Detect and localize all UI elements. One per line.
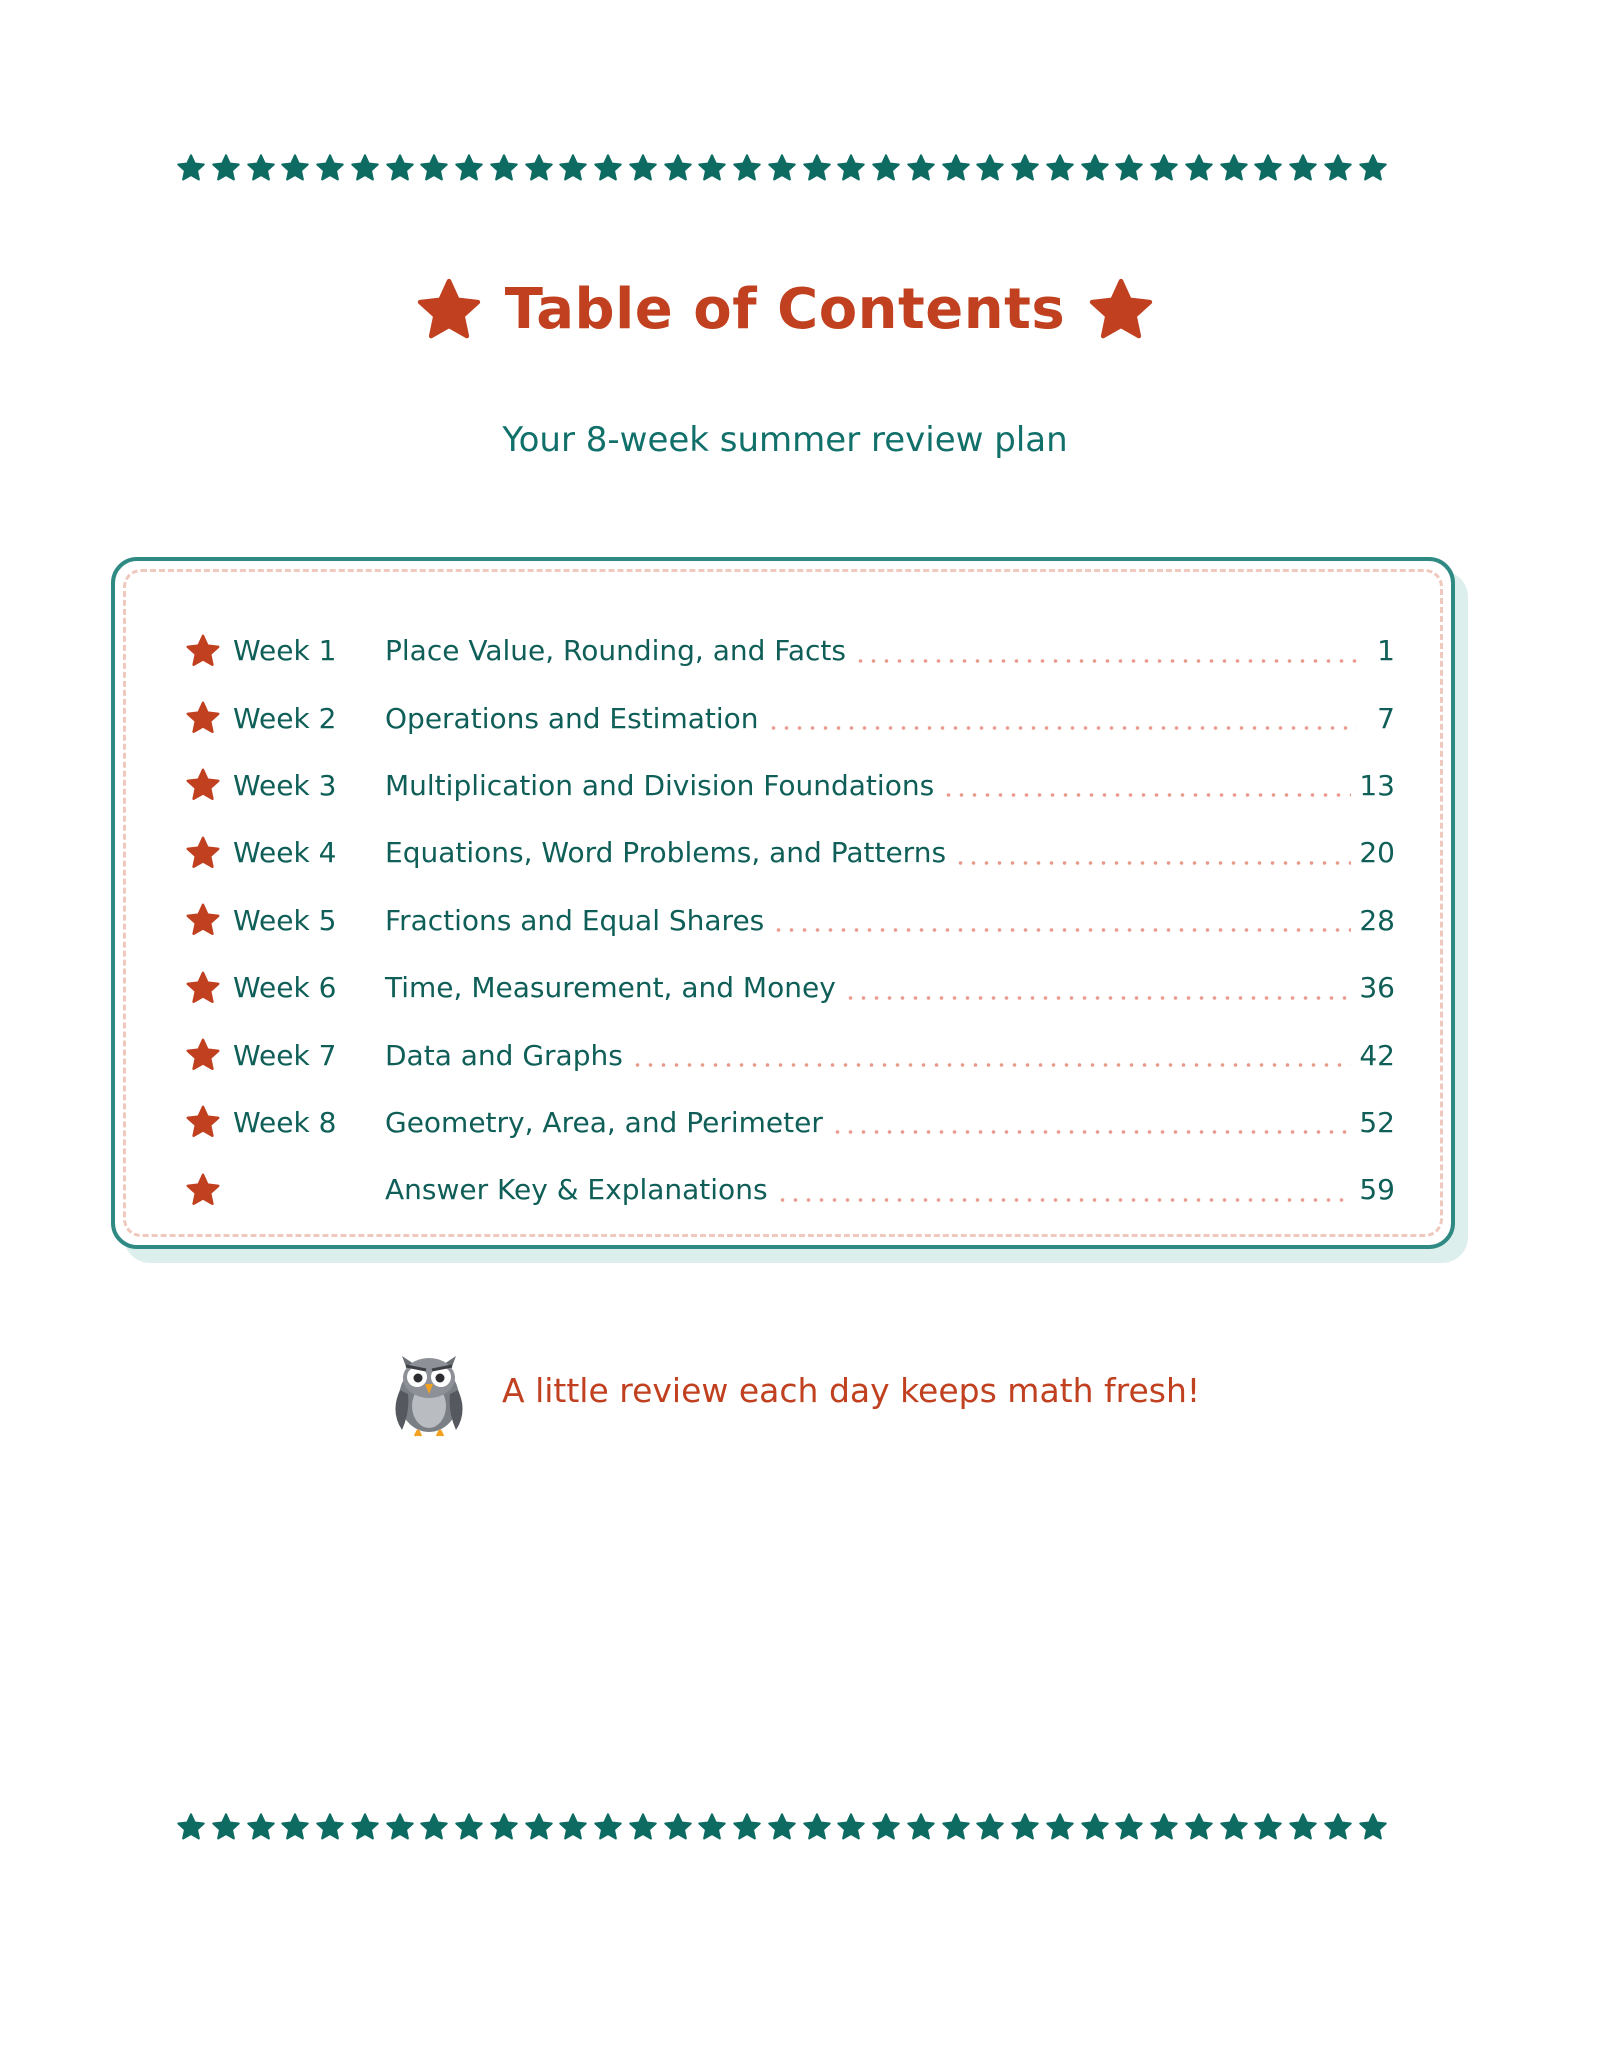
border-star-icon <box>941 153 971 183</box>
toc-entry[interactable] <box>185 954 1395 1021</box>
border-star-icon <box>1114 1812 1144 1842</box>
border-star-icon <box>454 153 484 183</box>
toc-entry[interactable] <box>185 1156 1395 1223</box>
border-star-icon <box>1288 1812 1318 1842</box>
border-star-icon <box>871 153 901 183</box>
star-icon <box>1087 276 1155 344</box>
owl-icon <box>388 1342 470 1438</box>
toc-entry-title: Answer Key & Explanations <box>385 1173 768 1207</box>
toc-week-label: Week 2 <box>233 701 337 735</box>
border-star-icon <box>906 1812 936 1842</box>
border-star-icon <box>385 1812 415 1842</box>
border-star-icon <box>697 1812 727 1842</box>
border-star-icon <box>628 1812 658 1842</box>
toc-entry-title: Geometry, Area, and Perimeter <box>385 1105 823 1139</box>
border-star-icon <box>1045 153 1075 183</box>
border-star-icon <box>315 1812 345 1842</box>
toc-box <box>111 557 1455 1249</box>
bottom-star-border <box>176 1809 1388 1845</box>
toc-entry[interactable] <box>185 1089 1395 1156</box>
border-star-icon <box>1219 153 1249 183</box>
border-star-icon <box>767 153 797 183</box>
toc-week-label: Week 5 <box>233 903 337 937</box>
border-star-icon <box>593 1812 623 1842</box>
toc-week-label: Week 7 <box>233 1038 337 1072</box>
border-star-icon <box>524 153 554 183</box>
toc-page-number: 28 <box>1359 903 1395 937</box>
border-star-icon <box>524 1812 554 1842</box>
toc-entry-title: Multiplication and Division Foundations <box>385 768 935 802</box>
border-star-icon <box>1045 1812 1075 1842</box>
toc-entry[interactable] <box>185 819 1395 886</box>
star-icon <box>185 700 221 736</box>
border-star-icon <box>732 153 762 183</box>
border-star-icon <box>489 1812 519 1842</box>
border-star-icon <box>697 153 727 183</box>
border-star-icon <box>1010 1812 1040 1842</box>
border-star-icon <box>1323 1812 1353 1842</box>
border-star-icon <box>663 153 693 183</box>
toc-week-label: Week 6 <box>233 971 337 1005</box>
toc-entry[interactable] <box>185 684 1395 751</box>
border-star-icon <box>1114 153 1144 183</box>
border-star-icon <box>176 1812 206 1842</box>
border-star-icon <box>1080 153 1110 183</box>
toc-entry[interactable] <box>185 617 1395 684</box>
page-subtitle: Your 8-week summer review plan <box>502 420 1068 460</box>
toc-entry-title: Time, Measurement, and Money <box>385 971 836 1005</box>
page-title: Table of Contents <box>504 277 1066 342</box>
border-star-icon <box>1080 1812 1110 1842</box>
border-star-icon <box>385 153 415 183</box>
toc-page-number: 7 <box>1377 701 1395 735</box>
border-star-icon <box>558 153 588 183</box>
border-star-icon <box>802 1812 832 1842</box>
border-star-icon <box>1219 1812 1249 1842</box>
star-icon <box>185 633 221 669</box>
border-star-icon <box>871 1812 901 1842</box>
border-star-icon <box>350 153 380 183</box>
border-star-icon <box>1149 153 1179 183</box>
border-star-icon <box>1288 153 1318 183</box>
star-icon <box>185 1172 221 1208</box>
border-star-icon <box>1149 1812 1179 1842</box>
dot-leader <box>854 659 1357 663</box>
toc-page-number: 36 <box>1359 971 1395 1005</box>
border-star-icon <box>211 1812 241 1842</box>
toc-entry-title: Data and Graphs <box>385 1038 623 1072</box>
border-star-icon <box>836 153 866 183</box>
star-icon <box>415 276 483 344</box>
toc-entry-title: Operations and Estimation <box>385 701 759 735</box>
border-star-icon <box>906 153 936 183</box>
star-icon <box>185 1104 221 1140</box>
border-star-icon <box>663 1812 693 1842</box>
border-star-icon <box>280 1812 310 1842</box>
border-star-icon <box>836 1812 866 1842</box>
border-star-icon <box>941 1812 971 1842</box>
border-star-icon <box>350 1812 380 1842</box>
toc-entry-title: Place Value, Rounding, and Facts <box>385 634 846 668</box>
border-star-icon <box>1358 1812 1388 1842</box>
border-star-icon <box>419 1812 449 1842</box>
dot-leader <box>631 1063 1352 1067</box>
title-block <box>0 265 1570 355</box>
border-star-icon <box>1358 153 1388 183</box>
star-icon <box>185 835 221 871</box>
toc-entry-title: Equations, Word Problems, and Patterns <box>385 836 947 870</box>
border-star-icon <box>176 153 206 183</box>
star-icon <box>185 902 221 938</box>
border-star-icon <box>802 153 832 183</box>
toc-list <box>185 617 1395 1224</box>
border-star-icon <box>1184 1812 1214 1842</box>
border-star-icon <box>1253 1812 1283 1842</box>
border-star-icon <box>315 153 345 183</box>
toc-entry[interactable] <box>185 752 1395 819</box>
dot-leader <box>954 861 1351 865</box>
dot-leader <box>767 726 1357 730</box>
border-star-icon <box>732 1812 762 1842</box>
dot-leader <box>776 1198 1352 1202</box>
tagline: A little review each day keeps math fresh! <box>502 1370 1201 1410</box>
border-star-icon <box>211 153 241 183</box>
border-star-icon <box>767 1812 797 1842</box>
star-icon <box>185 970 221 1006</box>
toc-entry[interactable] <box>185 887 1395 954</box>
toc-week-label: Week 8 <box>233 1105 337 1139</box>
top-star-border <box>176 150 1388 186</box>
border-star-icon <box>593 153 623 183</box>
toc-page-number: 1 <box>1377 634 1395 668</box>
toc-page-number: 42 <box>1359 1038 1395 1072</box>
toc-entry[interactable] <box>185 1021 1395 1088</box>
border-star-icon <box>454 1812 484 1842</box>
border-star-icon <box>246 153 276 183</box>
border-star-icon <box>246 1812 276 1842</box>
dot-leader <box>772 928 1351 932</box>
border-star-icon <box>1184 153 1214 183</box>
border-star-icon <box>280 153 310 183</box>
dot-leader <box>942 793 1351 797</box>
dot-leader <box>844 996 1352 1000</box>
dot-leader <box>831 1130 1352 1134</box>
border-star-icon <box>628 153 658 183</box>
toc-entry-title: Fractions and Equal Shares <box>385 903 765 937</box>
border-star-icon <box>558 1812 588 1842</box>
star-icon <box>185 767 221 803</box>
toc-week-label: Week 3 <box>233 768 337 802</box>
toc-page-number: 59 <box>1359 1173 1395 1207</box>
toc-week-label: Week 1 <box>233 634 337 668</box>
border-star-icon <box>975 1812 1005 1842</box>
star-icon <box>185 1037 221 1073</box>
border-star-icon <box>1323 153 1353 183</box>
border-star-icon <box>419 153 449 183</box>
toc-page-number: 20 <box>1359 836 1395 870</box>
toc-page-number: 13 <box>1359 768 1395 802</box>
border-star-icon <box>975 153 1005 183</box>
toc-page-number: 52 <box>1359 1105 1395 1139</box>
border-star-icon <box>1010 153 1040 183</box>
owl-tagline <box>388 1342 1200 1438</box>
border-star-icon <box>489 153 519 183</box>
toc-week-label: Week 4 <box>233 836 337 870</box>
border-star-icon <box>1253 153 1283 183</box>
